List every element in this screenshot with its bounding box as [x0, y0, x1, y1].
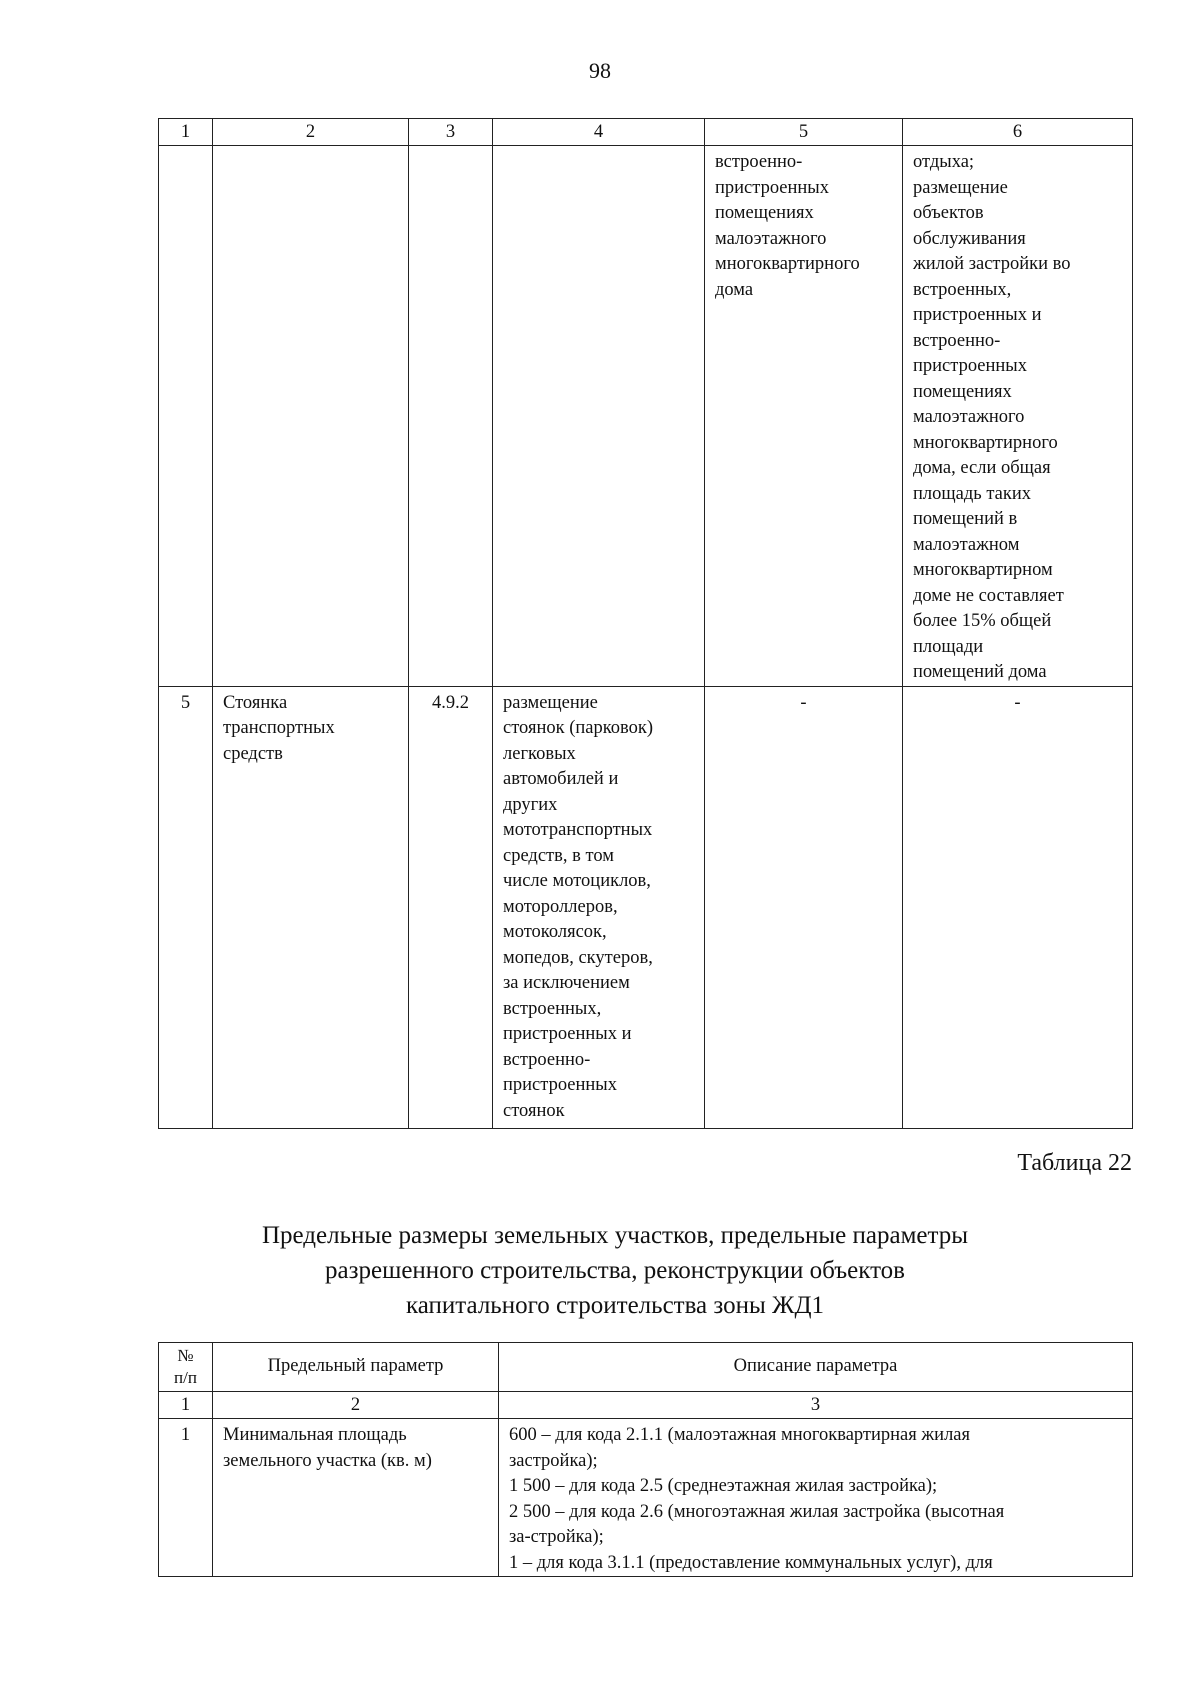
cell-line: застройка);	[509, 1450, 598, 1471]
cell-line: размещение	[913, 177, 1008, 198]
cell-line: многоквартирного	[715, 254, 860, 274]
column-number-row	[159, 119, 1133, 146]
cell-line: мотороллеров,	[503, 896, 618, 917]
cell-line: размещение	[503, 692, 598, 713]
cell-line: 2 500 – для кода 2.6 (многоэтажная жилая застройка (высотная	[509, 1501, 1005, 1522]
cell-line: Минимальная площадь	[223, 1425, 407, 1445]
column-number-row	[159, 1392, 1133, 1419]
cell-line: легковых	[503, 743, 576, 764]
cell-line: 1 – для кода 3.1.1 (предоставление коммунальных услуг), для	[509, 1552, 993, 1573]
description-header: Описание параметра	[499, 1343, 1133, 1392]
title-line: разрешенного строительства, реконструкции объектов	[325, 1257, 905, 1284]
cell-line: мотоколясок,	[503, 922, 607, 942]
cell-line: малоэтажном	[913, 534, 1020, 555]
use-code-cell: 4.9.2	[409, 686, 493, 1128]
cell-line: стоянок (парковок)	[503, 718, 654, 738]
cell-line: за исключением	[503, 973, 630, 993]
column-number: 2	[213, 1392, 499, 1419]
cell-line: пристроенных и	[913, 305, 1042, 325]
cell-line: земельного участка (кв. м)	[223, 1450, 432, 1471]
cell-line: обслуживания	[913, 228, 1026, 249]
header-row	[159, 1343, 1133, 1392]
cell-line: встроенных,	[913, 279, 1012, 300]
cell-line: 1 500 – для кода 2.5 (среднеэтажная жилая застройка);	[509, 1476, 938, 1496]
cell-line: помещений дома	[913, 662, 1047, 682]
cell-line: объектов	[913, 203, 984, 223]
table-row	[159, 1419, 1133, 1577]
cell-line: транспортных	[223, 718, 335, 738]
cell-line: помещениях	[715, 203, 814, 223]
cell-line: встроенно-	[715, 152, 803, 172]
column-number: 3	[499, 1392, 1133, 1419]
cell-line: числе мотоциклов,	[503, 871, 651, 891]
cell-line: Стоянка	[223, 692, 288, 713]
cell-line: жилой застройки во	[913, 254, 1071, 274]
conditions-cell	[903, 146, 1133, 687]
cell-line: многоквартирном	[913, 560, 1053, 580]
cell-line: стоянок	[503, 1100, 565, 1121]
cell-line: дома	[715, 279, 754, 300]
table-title	[120, 1218, 1110, 1323]
use-description-cell	[493, 146, 705, 687]
column-number: 4	[493, 119, 705, 146]
parameter-header: Предельный параметр	[213, 1343, 499, 1392]
parameter-cell	[213, 1419, 499, 1577]
column-number: 3	[409, 119, 493, 146]
cell-line: пристроенных	[715, 177, 829, 198]
title-line: Предельные размеры земельных участков, предельные параметры	[261, 1222, 969, 1249]
cell-line: пристроенных	[503, 1075, 617, 1095]
cell-line: отдыха;	[913, 152, 975, 172]
cell-line: автомобилей и	[503, 769, 619, 789]
table-row	[159, 146, 1133, 687]
placement-cell	[705, 146, 903, 687]
column-number: 1	[159, 119, 213, 146]
cell-line: встроенно-	[913, 330, 1001, 351]
description-cell	[499, 1419, 1133, 1577]
use-description-cell	[493, 686, 705, 1128]
cell-line: дома, если общая	[913, 458, 1051, 478]
cell-line: малоэтажного	[715, 228, 827, 249]
row-number-cell: 5	[159, 686, 213, 1128]
cell-line: площадь таких	[913, 483, 1031, 504]
placement-cell: -	[705, 686, 903, 1128]
column-number: 1	[159, 1392, 213, 1419]
cell-line: встроенно-	[503, 1049, 591, 1070]
use-type-cell	[213, 146, 409, 687]
parameters-table	[158, 1342, 1133, 1577]
cell-line: площади	[913, 636, 984, 657]
column-number: 2	[213, 119, 409, 146]
cell-line: малоэтажного	[913, 407, 1025, 427]
title-line: капитального строительства зоны ЖД1	[405, 1292, 825, 1319]
cell-line: многоквартирного	[913, 432, 1058, 453]
header-line: п/п	[174, 1368, 197, 1387]
row-number-cell: 1	[159, 1419, 213, 1577]
cell-line: более 15% общей	[913, 611, 1052, 631]
cell-line: 600 – для кода 2.1.1 (малоэтажная многоквартирная жилая	[509, 1425, 971, 1445]
use-type-cell	[213, 686, 409, 1128]
conditions-cell: -	[903, 686, 1133, 1128]
cell-line: помещениях	[913, 381, 1012, 402]
cell-line: других	[503, 794, 558, 815]
cell-line: пристроенных и	[503, 1024, 632, 1044]
table-row	[159, 686, 1133, 1128]
cell-line: встроенных,	[503, 998, 602, 1019]
column-number: 5	[705, 119, 903, 146]
cell-line: средств, в том	[503, 845, 614, 866]
cell-line: за-стройка);	[509, 1527, 604, 1547]
cell-line: доме не составляет	[913, 585, 1064, 606]
header-line: №	[177, 1346, 194, 1365]
column-number: 6	[903, 119, 1133, 146]
cell-line: мототранспортных	[503, 820, 653, 840]
zoning-table-continued	[158, 118, 1133, 1129]
cell-line: мопедов, скутеров,	[503, 947, 653, 968]
page-number: 98	[589, 58, 611, 83]
row-number-cell	[159, 146, 213, 687]
table-label: Таблица 22	[1017, 1150, 1132, 1176]
cell-line: помещений в	[913, 509, 1018, 529]
use-code-cell	[409, 146, 493, 687]
number-header	[159, 1343, 213, 1392]
cell-line: средств	[223, 743, 283, 764]
cell-line: пристроенных	[913, 356, 1027, 376]
